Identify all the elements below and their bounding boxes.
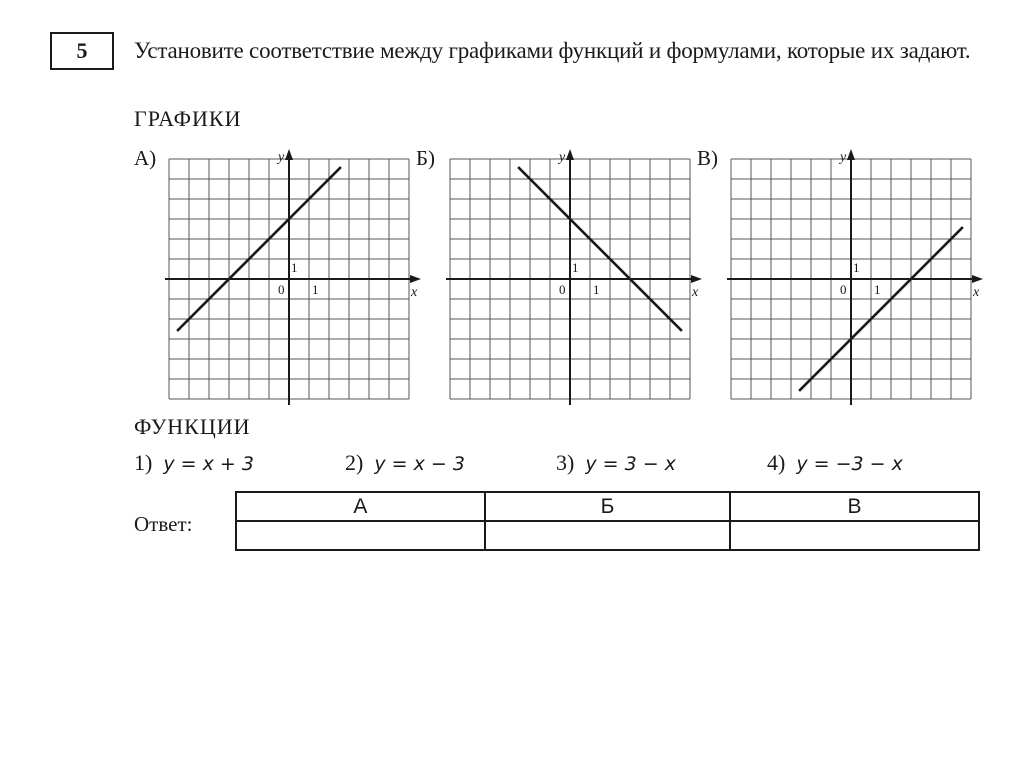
y-tick-label: 1 — [853, 260, 860, 275]
y-axis-label: y — [278, 150, 285, 165]
answer-table — [235, 491, 980, 551]
function-1-num: 1) — [134, 450, 153, 475]
y-axis-arrow-icon — [285, 149, 293, 160]
answer-header-a: А — [236, 492, 485, 521]
function-2 — [345, 450, 465, 476]
x-axis-label: x — [692, 285, 699, 300]
function-1 — [134, 450, 254, 476]
graph-v — [724, 152, 979, 407]
function-line — [518, 167, 682, 331]
x-axis-label: x — [411, 285, 418, 300]
y-axis-label: y — [840, 150, 847, 165]
function-4-num: 4) — [767, 450, 786, 475]
answer-header-v: В — [730, 492, 979, 521]
x-axis-arrow-icon — [972, 275, 983, 283]
origin-label: 0 — [840, 282, 847, 297]
graph-b — [443, 152, 698, 407]
panel-label-b: Б) — [416, 146, 436, 170]
x-axis-label: x — [973, 285, 980, 300]
origin-label: 0 — [278, 282, 285, 297]
graphs-title: ГРАФИКИ — [134, 106, 242, 131]
origin-label: 0 — [559, 282, 566, 297]
function-3-formula: y = 3 − x — [585, 453, 676, 475]
y-axis-arrow-icon — [847, 149, 855, 160]
function-2-formula: y = x − 3 — [374, 453, 465, 475]
x-tick-label: 1 — [593, 282, 600, 297]
function-3-num: 3) — [556, 450, 575, 475]
functions-title: ФУНКЦИИ — [134, 414, 251, 439]
answer-header-b: Б — [485, 492, 730, 521]
function-4 — [767, 450, 903, 476]
graph-a — [162, 152, 417, 407]
panel-label-v: В) — [697, 146, 718, 170]
answer-input-row — [236, 521, 979, 550]
panel-label-a: А) — [134, 146, 157, 170]
answer-cell-b[interactable] — [485, 521, 730, 550]
y-tick-label: 1 — [291, 260, 298, 275]
y-axis-label: y — [559, 150, 566, 165]
function-3 — [556, 450, 676, 476]
x-axis-arrow-icon — [410, 275, 421, 283]
task-number: 5 — [50, 32, 114, 70]
answer-cell-v[interactable] — [730, 521, 979, 550]
y-tick-label: 1 — [572, 260, 579, 275]
function-1-formula: y = x + 3 — [163, 453, 254, 475]
x-tick-label: 1 — [312, 282, 319, 297]
function-4-formula: y = −3 − x — [796, 453, 903, 475]
answer-header-row — [236, 492, 979, 521]
x-tick-label: 1 — [874, 282, 881, 297]
x-axis-arrow-icon — [691, 275, 702, 283]
function-line — [177, 167, 341, 331]
task-text: Установите соответствие между графиками функций и формулами, которые их задают. — [134, 38, 971, 63]
answer-label: Ответ: — [134, 512, 193, 536]
function-line — [799, 227, 963, 391]
y-axis-arrow-icon — [566, 149, 574, 160]
function-2-num: 2) — [345, 450, 364, 475]
answer-cell-a[interactable] — [236, 521, 485, 550]
